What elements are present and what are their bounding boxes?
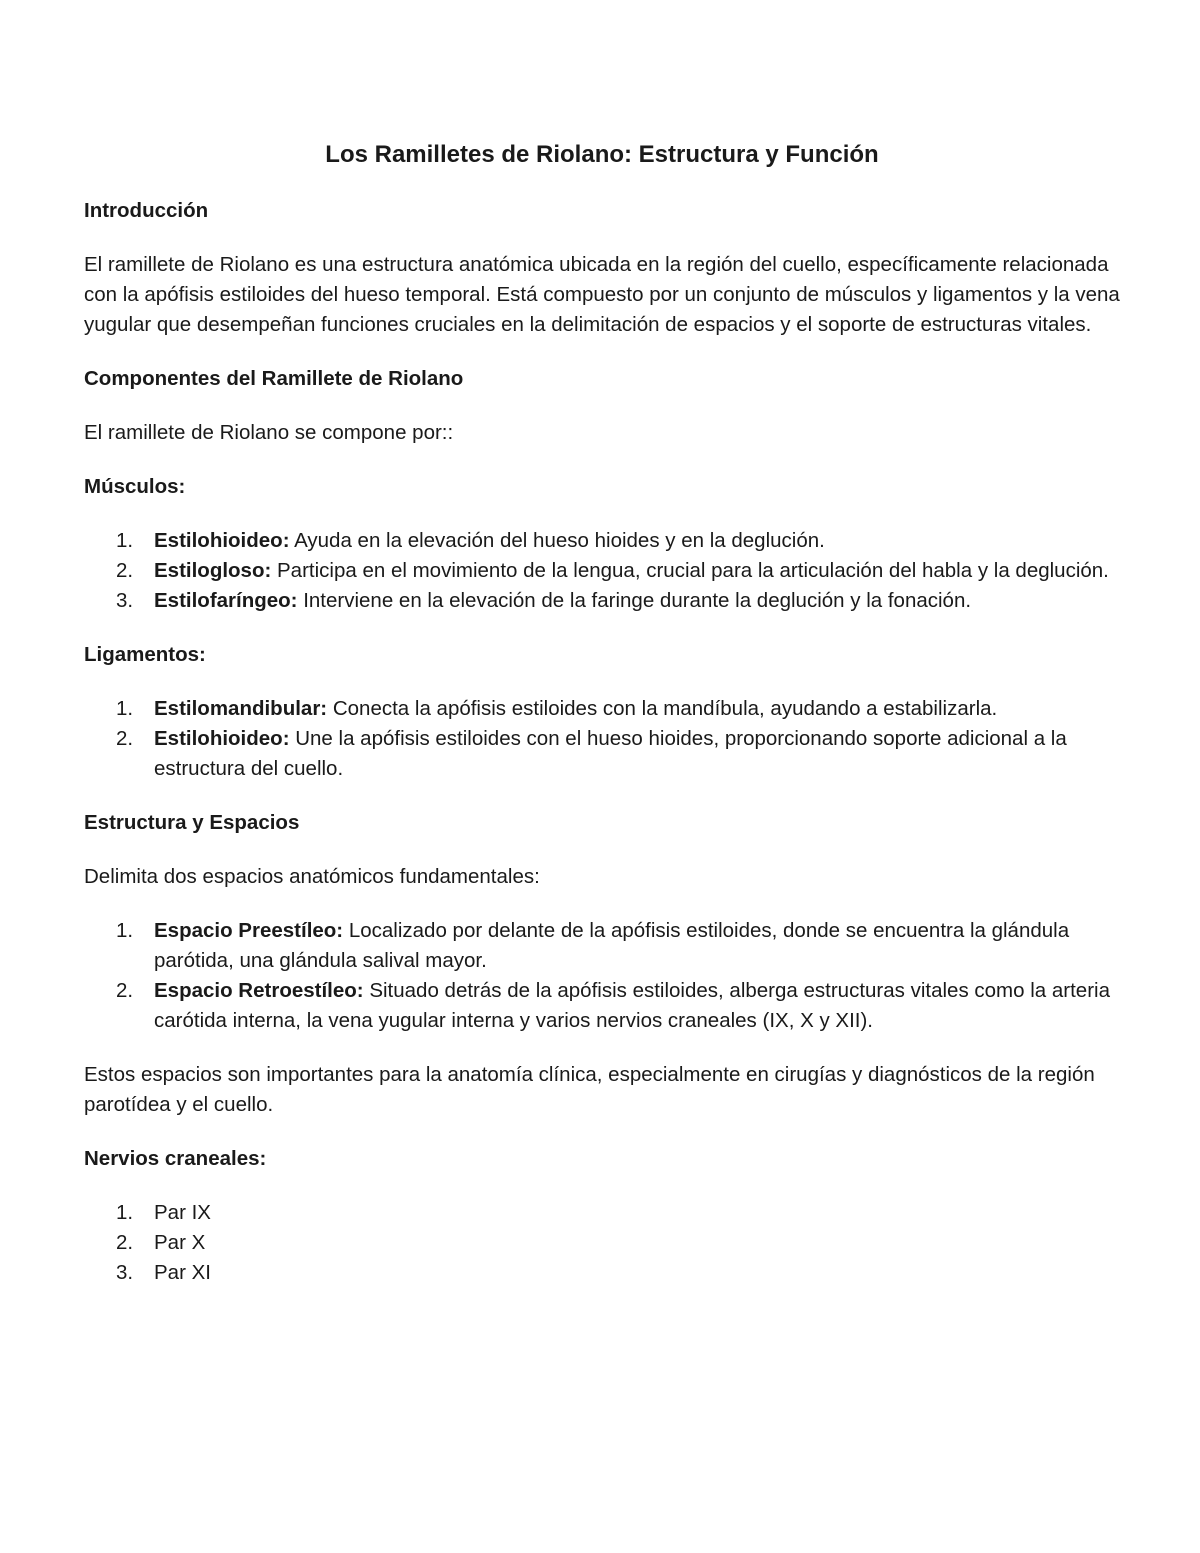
nervios-list: [84, 1198, 1120, 1288]
list-term: Estilohioideo:: [154, 529, 290, 552]
musculos-list: [84, 526, 1120, 616]
list-number: 1.: [116, 919, 134, 942]
list-number: 1.: [116, 1201, 134, 1224]
estructura-closing-paragraph: Estos espacios son importantes para la anatomía clínica, especialmente en cirugías y diagnósticos de la región parotídea y el cuello.: [84, 1063, 1095, 1116]
componentes-heading: Componentes del Ramillete de Riolano: [84, 367, 464, 390]
list-item: [84, 556, 1120, 586]
list-item: [84, 1258, 1120, 1288]
ligamentos-heading: Ligamentos:: [84, 643, 206, 666]
list-text: Par X: [154, 1231, 206, 1254]
list-number: 3.: [116, 589, 134, 612]
espacios-list: [84, 916, 1120, 1036]
list-text: Par XI: [154, 1261, 211, 1284]
list-number: 3.: [116, 1261, 134, 1284]
list-number: 2.: [116, 979, 134, 1002]
list-text: Situado detrás de la apófisis estiloides, alberga estructuras vitales como la arteria carótida interna, la vena yugular interna y varios nervios craneales (IX, X y XII).: [154, 979, 1110, 1032]
list-number: 2.: [116, 559, 134, 582]
list-term: Estilofaríngeo:: [154, 589, 298, 612]
estructura-paragraph: Delimita dos espacios anatómicos fundamentales:: [84, 865, 540, 888]
intro-heading: Introducción: [84, 199, 209, 222]
list-text: Participa en el movimiento de la lengua, crucial para la articulación del habla y la deglución.: [271, 559, 1109, 582]
intro-paragraph: El ramillete de Riolano es una estructura anatómica ubicada en la región del cuello, específicamente relacionada con la apófisis estiloides del hueso temporal. Está compuesto por un conjunto de músculos y ligamentos y la vena yugular que desempeñan funciones cruciales en la delimitación de espacios y el soporte de estructuras vitales.: [84, 253, 1120, 336]
musculos-heading: Músculos:: [84, 475, 186, 498]
list-item: [84, 586, 1120, 616]
estructura-heading: Estructura y Espacios: [84, 811, 300, 834]
list-text: Localizado por delante de la apófisis estiloides, donde se encuentra la glándula parótida, una glándula salival mayor.: [154, 919, 1070, 972]
list-term: Estilohioideo:: [154, 727, 290, 750]
list-item: [84, 976, 1120, 1036]
list-text: Ayuda en la elevación del hueso hioides y en la deglución.: [289, 529, 825, 552]
list-term: Estilomandibular:: [154, 697, 328, 720]
list-number: 1.: [116, 529, 134, 552]
list-text: Par IX: [154, 1201, 211, 1224]
list-number: 2.: [116, 727, 134, 750]
list-item: [84, 724, 1120, 784]
list-item: [84, 1198, 1120, 1228]
list-term: Espacio Preestíleo:: [154, 919, 344, 942]
list-term: Espacio Retroestíleo:: [154, 979, 364, 1002]
document-title: Los Ramilletes de Riolano: Estructura y Función: [325, 141, 879, 168]
ligamentos-list: [84, 694, 1120, 784]
list-term: Estilogloso:: [154, 559, 272, 582]
list-item: [84, 526, 1120, 556]
list-item: [84, 694, 1120, 724]
list-item: [84, 916, 1120, 976]
list-item: [84, 1228, 1120, 1258]
document-body: [84, 138, 1120, 1312]
nervios-heading: Nervios craneales:: [84, 1147, 267, 1170]
list-text: Interviene en la elevación de la faringe durante la deglución y la fonación.: [297, 589, 972, 612]
list-text: Une la apófisis estiloides con el hueso hioides, proporcionando soporte adicional a la estructura del cuello.: [154, 727, 1067, 780]
componentes-paragraph: El ramillete de Riolano se compone por::: [84, 421, 454, 444]
list-text: Conecta la apófisis estiloides con la mandíbula, ayudando a estabilizarla.: [327, 697, 998, 720]
list-number: 2.: [116, 1231, 134, 1254]
list-number: 1.: [116, 697, 134, 720]
